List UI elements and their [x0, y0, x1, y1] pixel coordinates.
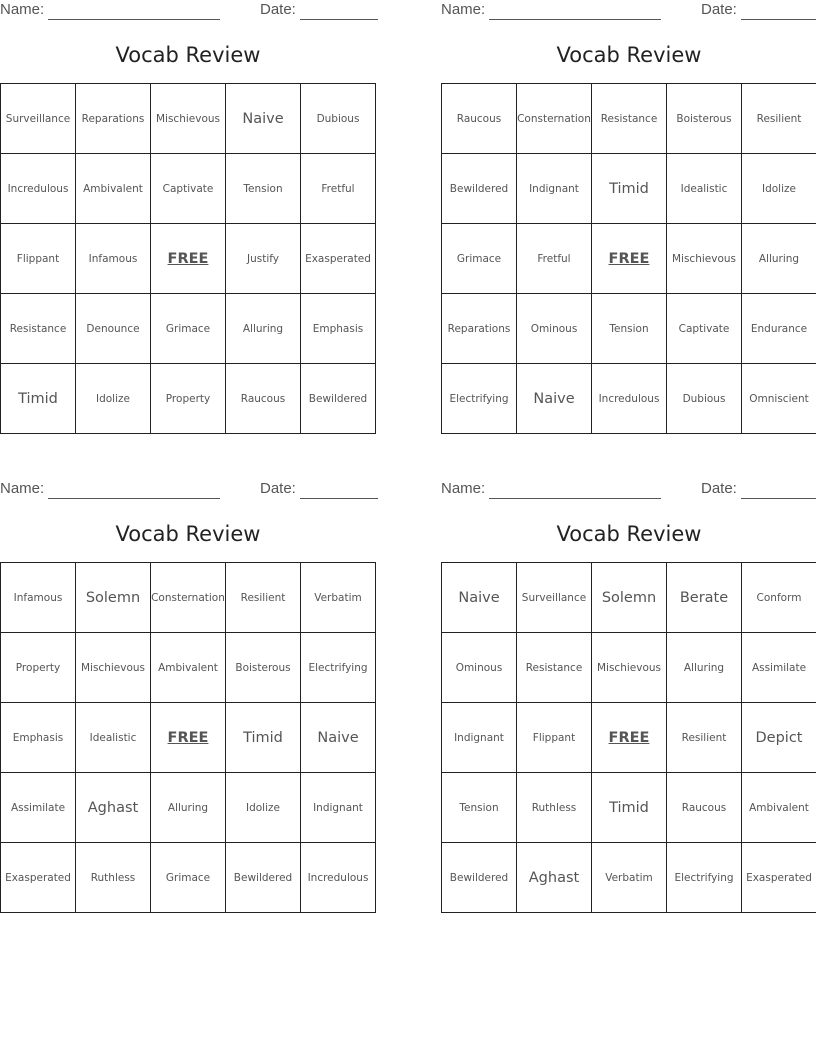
grid-cell: Justify — [226, 224, 301, 294]
grid-cell: Consternation — [517, 84, 592, 154]
grid-cell: Electrifying — [667, 843, 742, 913]
grid-cell: Naive — [442, 563, 517, 633]
grid-cell: Resistance — [592, 84, 667, 154]
grid-cell: Verbatim — [301, 563, 376, 633]
date-blank-line — [741, 4, 816, 20]
grid-cell: Bewildered — [442, 154, 517, 224]
grid-cell: Resistance — [1, 294, 76, 364]
grid-cell: Infamous — [1, 563, 76, 633]
name-blank-line — [48, 483, 220, 499]
grid-cell: Indignant — [301, 773, 376, 843]
grid-cell: Electrifying — [301, 633, 376, 703]
bingo-card — [441, 479, 816, 914]
grid-cell: Timid — [592, 154, 667, 224]
grid-cell: Exasperated — [742, 843, 816, 913]
grid-row — [1, 294, 376, 364]
grid-cell: Alluring — [742, 224, 816, 294]
grid-cell: Idealistic — [76, 703, 151, 773]
date-field — [260, 479, 378, 499]
grid-row — [442, 843, 816, 913]
grid-cell: Grimace — [442, 224, 517, 294]
grid-cell: Surveillance — [517, 563, 592, 633]
grid-cell: Naive — [226, 84, 301, 154]
grid-cell: Naive — [517, 364, 592, 434]
grid-cell: Property — [151, 364, 226, 434]
grid-cell: Ominous — [517, 294, 592, 364]
grid-cell: Ambivalent — [151, 633, 226, 703]
grid-cell: Alluring — [667, 633, 742, 703]
grid-row — [442, 633, 816, 703]
grid-cell: Bewildered — [226, 843, 301, 913]
grid-cell: Captivate — [151, 154, 226, 224]
grid-cell: Ambivalent — [76, 154, 151, 224]
grid-cell: Denounce — [76, 294, 151, 364]
name-label: Name: — [0, 480, 45, 497]
grid-cell: Mischievous — [592, 633, 667, 703]
grid-cell: Resilient — [667, 703, 742, 773]
grid-cell: Idolize — [76, 364, 151, 434]
grid-cell: Grimace — [151, 843, 226, 913]
grid-row — [442, 364, 816, 434]
grid-cell: Solemn — [76, 563, 151, 633]
card-title: Vocab Review — [115, 522, 261, 546]
grid-cell: Infamous — [76, 224, 151, 294]
free-space-cell: FREE — [592, 224, 667, 294]
name-blank-line — [489, 483, 661, 499]
grid-cell: Assimilate — [1, 773, 76, 843]
grid-cell: Fretful — [301, 154, 376, 224]
grid-cell: Timid — [226, 703, 301, 773]
bingo-grid — [441, 562, 816, 913]
grid-cell: Reparations — [76, 84, 151, 154]
grid-row — [1, 563, 376, 633]
date-label: Date: — [260, 1, 296, 18]
date-blank-line — [741, 483, 816, 499]
grid-cell: Dubious — [667, 364, 742, 434]
card-title: Vocab Review — [556, 522, 702, 546]
date-label: Date: — [701, 1, 737, 18]
card-title: Vocab Review — [556, 43, 702, 67]
grid-cell: Conform — [742, 563, 816, 633]
date-blank-line — [300, 4, 378, 20]
name-label: Name: — [0, 1, 45, 18]
grid-cell: Mischievous — [667, 224, 742, 294]
grid-cell: Ominous — [442, 633, 517, 703]
grid-cell: Idolize — [742, 154, 816, 224]
grid-row — [1, 364, 376, 434]
grid-cell: Exasperated — [301, 224, 376, 294]
grid-row — [442, 84, 816, 154]
free-space-cell: FREE — [151, 224, 226, 294]
grid-cell: Flippant — [1, 224, 76, 294]
grid-row — [442, 563, 816, 633]
grid-cell: Alluring — [151, 773, 226, 843]
grid-cell: Alluring — [226, 294, 301, 364]
grid-cell: Raucous — [667, 773, 742, 843]
grid-cell: Naive — [301, 703, 376, 773]
grid-cell: Depict — [742, 703, 816, 773]
name-field — [0, 0, 220, 20]
grid-cell: Ruthless — [517, 773, 592, 843]
bingo-grid — [441, 83, 816, 434]
grid-cell: Resilient — [742, 84, 816, 154]
grid-cell: Dubious — [301, 84, 376, 154]
grid-cell: Consternation — [151, 563, 226, 633]
bingo-card — [0, 479, 376, 914]
bingo-card — [0, 0, 376, 435]
grid-row — [1, 703, 376, 773]
grid-cell: Emphasis — [1, 703, 76, 773]
grid-cell: Mischievous — [76, 633, 151, 703]
grid-cell: Endurance — [742, 294, 816, 364]
grid-cell: Exasperated — [1, 843, 76, 913]
grid-row — [1, 843, 376, 913]
name-field — [441, 0, 661, 20]
name-label: Name: — [441, 1, 486, 18]
name-field — [0, 479, 220, 499]
grid-cell: Indignant — [442, 703, 517, 773]
date-blank-line — [300, 483, 378, 499]
grid-cell: Timid — [1, 364, 76, 434]
grid-cell: Berate — [667, 563, 742, 633]
bingo-grid — [0, 562, 376, 913]
grid-row — [1, 633, 376, 703]
name-blank-line — [48, 4, 220, 20]
grid-cell: Raucous — [442, 84, 517, 154]
grid-cell: Verbatim — [592, 843, 667, 913]
grid-cell: Tension — [226, 154, 301, 224]
grid-cell: Ruthless — [76, 843, 151, 913]
name-blank-line — [489, 4, 661, 20]
card-title: Vocab Review — [115, 43, 261, 67]
grid-cell: Emphasis — [301, 294, 376, 364]
grid-cell: Grimace — [151, 294, 226, 364]
grid-cell: Ambivalent — [742, 773, 816, 843]
grid-cell: Bewildered — [442, 843, 517, 913]
grid-row — [1, 773, 376, 843]
grid-row — [442, 154, 816, 224]
grid-cell: Fretful — [517, 224, 592, 294]
grid-cell: Timid — [592, 773, 667, 843]
grid-cell: Idolize — [226, 773, 301, 843]
bingo-grid — [0, 83, 376, 434]
grid-cell: Boisterous — [667, 84, 742, 154]
grid-cell: Omniscient — [742, 364, 816, 434]
grid-row — [442, 294, 816, 364]
grid-cell: Surveillance — [1, 84, 76, 154]
grid-row — [1, 224, 376, 294]
date-field — [701, 0, 816, 20]
grid-cell: Incredulous — [592, 364, 667, 434]
grid-cell: Property — [1, 633, 76, 703]
grid-row — [442, 224, 816, 294]
grid-cell: Resistance — [517, 633, 592, 703]
grid-cell: Tension — [442, 773, 517, 843]
grid-cell: Incredulous — [1, 154, 76, 224]
grid-cell: Raucous — [226, 364, 301, 434]
grid-row — [442, 773, 816, 843]
grid-cell: Solemn — [592, 563, 667, 633]
grid-cell: Idealistic — [667, 154, 742, 224]
grid-cell: Aghast — [517, 843, 592, 913]
date-field — [701, 479, 816, 499]
grid-cell: Assimilate — [742, 633, 816, 703]
grid-row — [1, 84, 376, 154]
date-label: Date: — [701, 480, 737, 497]
free-space-cell: FREE — [592, 703, 667, 773]
grid-cell: Reparations — [442, 294, 517, 364]
bingo-card — [441, 0, 816, 435]
grid-cell: Flippant — [517, 703, 592, 773]
grid-row — [442, 703, 816, 773]
grid-cell: Incredulous — [301, 843, 376, 913]
grid-cell: Aghast — [76, 773, 151, 843]
grid-cell: Resilient — [226, 563, 301, 633]
grid-cell: Electrifying — [442, 364, 517, 434]
free-space-cell: FREE — [151, 703, 226, 773]
date-label: Date: — [260, 480, 296, 497]
name-label: Name: — [441, 480, 486, 497]
grid-cell: Mischievous — [151, 84, 226, 154]
date-field — [260, 0, 378, 20]
grid-cell: Indignant — [517, 154, 592, 224]
name-field — [441, 479, 661, 499]
grid-cell: Tension — [592, 294, 667, 364]
grid-cell: Bewildered — [301, 364, 376, 434]
grid-cell: Captivate — [667, 294, 742, 364]
grid-cell: Boisterous — [226, 633, 301, 703]
grid-row — [1, 154, 376, 224]
